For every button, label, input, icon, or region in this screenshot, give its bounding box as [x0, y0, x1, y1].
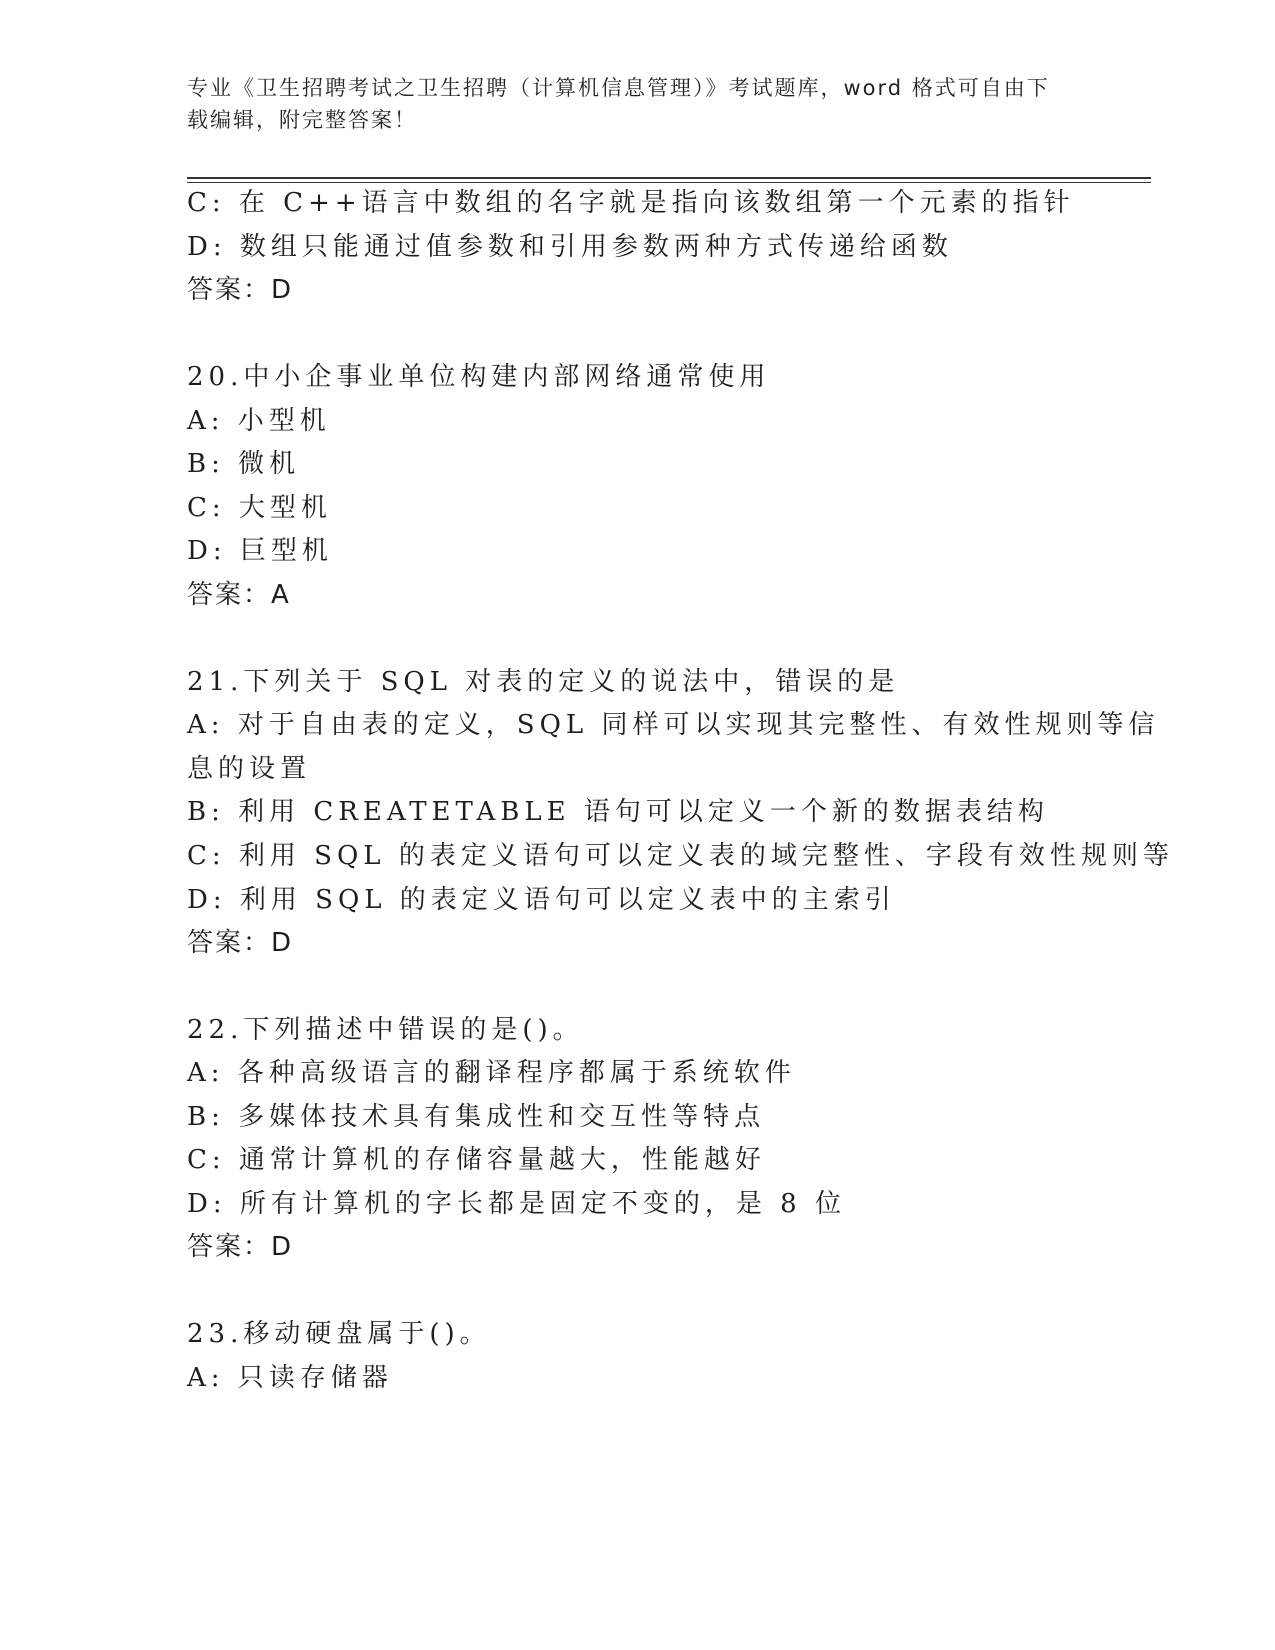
q20-option-d: D: 巨型机 — [187, 536, 333, 566]
q21-option-a-line2: 息的设置 — [187, 754, 312, 784]
header-rule-thin — [187, 182, 1151, 183]
q22-option-d: D: 所有计算机的字长都是固定不变的，是 8 位 — [187, 1189, 846, 1219]
q20-answer: 答案：A — [187, 580, 291, 610]
q21-option-d: D: 利用 SQL 的表定义语句可以定义表中的主索引 — [187, 885, 896, 915]
q20-option-a: A: 小型机 — [187, 406, 331, 436]
q22-option-b: B: 多媒体技术具有集成性和交互性等特点 — [187, 1102, 766, 1132]
q23-option-a: A: 只读存储器 — [187, 1363, 393, 1393]
q19-answer: 答案：D — [187, 275, 294, 305]
q21-option-b: B: 利用 CREATETABLE 语句可以定义一个新的数据表结构 — [187, 797, 1049, 827]
q20-option-b: B: 微机 — [187, 449, 301, 479]
q20-question: 20.中小企事业单位构建内部网络通常使用 — [187, 362, 771, 392]
q20-option-c: C: 大型机 — [187, 493, 332, 523]
q21-option-c: C: 利用 SQL 的表定义语句可以定义表的域完整性、字段有效性规则等 — [187, 841, 1174, 871]
q19-option-c: C: 在 C++语言中数组的名字就是指向该数组第一个元素的指针 — [187, 188, 1075, 218]
q21-answer: 答案：D — [187, 928, 294, 958]
q21-question: 21.下列关于 SQL 对表的定义的说法中，错误的是 — [187, 667, 900, 697]
q22-answer: 答案：D — [187, 1232, 294, 1262]
q22-option-c: C: 通常计算机的存储容量越大，性能越好 — [187, 1145, 766, 1175]
q19-option-d: D: 数组只能通过值参数和引用参数两种方式传递给函数 — [187, 232, 953, 262]
q22-option-a: A: 各种高级语言的翻译程序都属于系统软件 — [187, 1058, 796, 1088]
header-rule-thick — [187, 177, 1151, 179]
page-header: 专业《卫生招聘考试之卫生招聘（计算机信息管理）》考试题库，word 格式可自由下载编辑，附完整答案！ — [187, 76, 1050, 132]
q21-option-a-line1: A: 对于自由表的定义，SQL 同样可以实现其完整性、有效性规则等信 — [187, 710, 1160, 740]
q22-question: 22.下列描述中错误的是()。 — [187, 1015, 584, 1045]
q23-question: 23.移动硬盘属于()。 — [187, 1319, 491, 1349]
